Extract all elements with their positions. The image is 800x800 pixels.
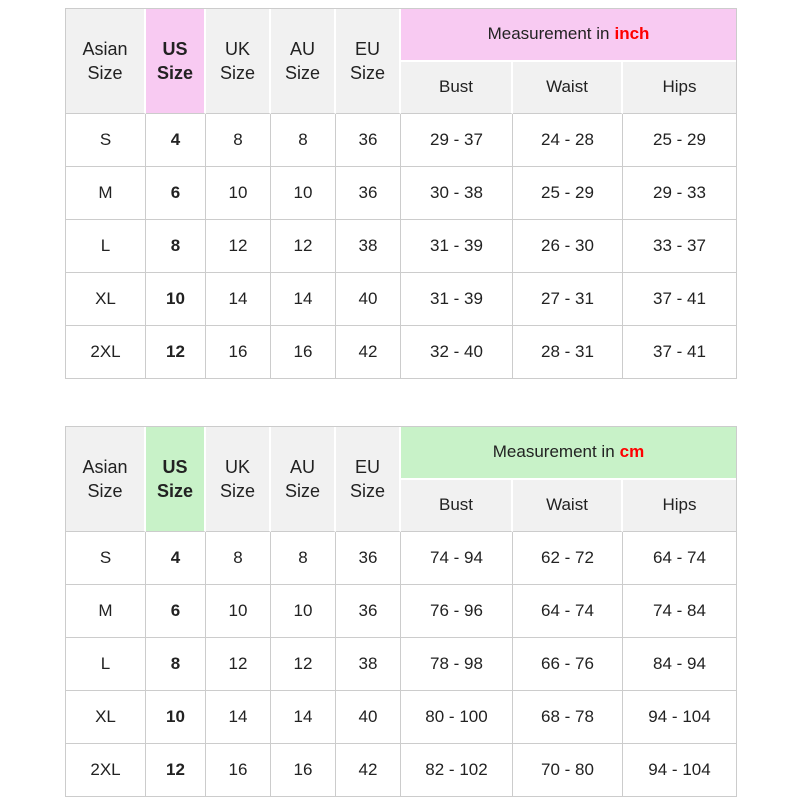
header-asian-size: Asian Size [66,427,146,532]
bust-cell: 32 - 40 [401,326,513,378]
waist-cell: 26 - 30 [513,220,623,273]
table-row [66,532,736,585]
table-row [66,585,736,638]
waist-cell: 25 - 29 [513,167,623,220]
hips-cell: 29 - 33 [623,167,736,220]
us-size-cell: 10 [146,273,206,326]
au-size-cell: 12 [271,220,336,273]
table-row [66,167,736,220]
asian-size-cell: M [66,585,146,638]
bust-cell: 80 - 100 [401,691,513,744]
uk-size-cell: 14 [206,273,271,326]
uk-size-cell: 10 [206,167,271,220]
asian-size-cell: 2XL [66,326,146,378]
eu-size-cell: 36 [336,114,401,167]
measurement-prefix: Measurement in [492,442,615,462]
bust-cell: 74 - 94 [401,532,513,585]
bust-cell: 82 - 102 [401,744,513,796]
bust-cell: 31 - 39 [401,273,513,326]
uk-size-cell: 16 [206,326,271,378]
waist-cell: 27 - 31 [513,273,623,326]
asian-size-cell: M [66,167,146,220]
waist-cell: 68 - 78 [513,691,623,744]
uk-size-cell: 8 [206,532,271,585]
au-size-cell: 8 [271,532,336,585]
measurement-prefix: Measurement in [487,24,610,44]
au-size-cell: 16 [271,326,336,378]
eu-size-cell: 40 [336,273,401,326]
eu-size-cell: 38 [336,638,401,691]
header-us-size: US Size [146,9,206,114]
size-table-cm [65,426,737,797]
eu-size-cell: 36 [336,532,401,585]
uk-size-cell: 12 [206,220,271,273]
table-row [66,114,736,167]
waist-cell: 64 - 74 [513,585,623,638]
au-size-cell: 8 [271,114,336,167]
header-asian-size: Asian Size [66,9,146,114]
hips-cell: 94 - 104 [623,744,736,796]
header-bust: Bust [401,62,513,114]
measurement-band-cm [401,427,736,480]
hips-cell: 37 - 41 [623,273,736,326]
measurement-band-inch [401,9,736,62]
au-size-cell: 12 [271,638,336,691]
measurement-unit-inch: inch [614,24,650,44]
au-size-cell: 16 [271,744,336,796]
eu-size-cell: 42 [336,744,401,796]
au-size-cell: 14 [271,691,336,744]
table-row [66,744,736,796]
table-row [66,220,736,273]
asian-size-cell: S [66,532,146,585]
us-size-cell: 10 [146,691,206,744]
uk-size-cell: 16 [206,744,271,796]
eu-size-cell: 36 [336,585,401,638]
header-waist: Waist [513,480,623,532]
eu-size-cell: 42 [336,326,401,378]
header-eu-size: EU Size [336,9,401,114]
us-size-cell: 4 [146,532,206,585]
size-table-inch [65,8,737,379]
hips-cell: 25 - 29 [623,114,736,167]
hips-cell: 64 - 74 [623,532,736,585]
waist-cell: 24 - 28 [513,114,623,167]
asian-size-cell: L [66,220,146,273]
us-size-cell: 12 [146,744,206,796]
header-hips: Hips [623,480,736,532]
hips-cell: 33 - 37 [623,220,736,273]
au-size-cell: 10 [271,167,336,220]
header-eu-size: EU Size [336,427,401,532]
bust-cell: 78 - 98 [401,638,513,691]
uk-size-cell: 8 [206,114,271,167]
hips-cell: 74 - 84 [623,585,736,638]
eu-size-cell: 38 [336,220,401,273]
us-size-cell: 8 [146,220,206,273]
header-au-size: AU Size [271,9,336,114]
header-uk-size: UK Size [206,427,271,532]
waist-cell: 70 - 80 [513,744,623,796]
us-size-cell: 4 [146,114,206,167]
table-row [66,273,736,326]
header-waist: Waist [513,62,623,114]
asian-size-cell: XL [66,691,146,744]
bust-cell: 76 - 96 [401,585,513,638]
eu-size-cell: 40 [336,691,401,744]
header-au-size: AU Size [271,427,336,532]
bust-cell: 29 - 37 [401,114,513,167]
bust-cell: 31 - 39 [401,220,513,273]
us-size-cell: 12 [146,326,206,378]
us-size-cell: 6 [146,167,206,220]
waist-cell: 66 - 76 [513,638,623,691]
au-size-cell: 14 [271,273,336,326]
asian-size-cell: XL [66,273,146,326]
us-size-cell: 6 [146,585,206,638]
asian-size-cell: 2XL [66,744,146,796]
table-row [66,691,736,744]
uk-size-cell: 10 [206,585,271,638]
hips-cell: 37 - 41 [623,326,736,378]
hips-cell: 84 - 94 [623,638,736,691]
header-bust: Bust [401,480,513,532]
header-hips: Hips [623,62,736,114]
table-row [66,638,736,691]
bust-cell: 30 - 38 [401,167,513,220]
measurement-unit-cm: cm [619,442,645,462]
asian-size-cell: S [66,114,146,167]
hips-cell: 94 - 104 [623,691,736,744]
waist-cell: 28 - 31 [513,326,623,378]
table-row [66,326,736,378]
eu-size-cell: 36 [336,167,401,220]
uk-size-cell: 12 [206,638,271,691]
us-size-cell: 8 [146,638,206,691]
header-us-size: US Size [146,427,206,532]
waist-cell: 62 - 72 [513,532,623,585]
header-uk-size: UK Size [206,9,271,114]
uk-size-cell: 14 [206,691,271,744]
asian-size-cell: L [66,638,146,691]
au-size-cell: 10 [271,585,336,638]
